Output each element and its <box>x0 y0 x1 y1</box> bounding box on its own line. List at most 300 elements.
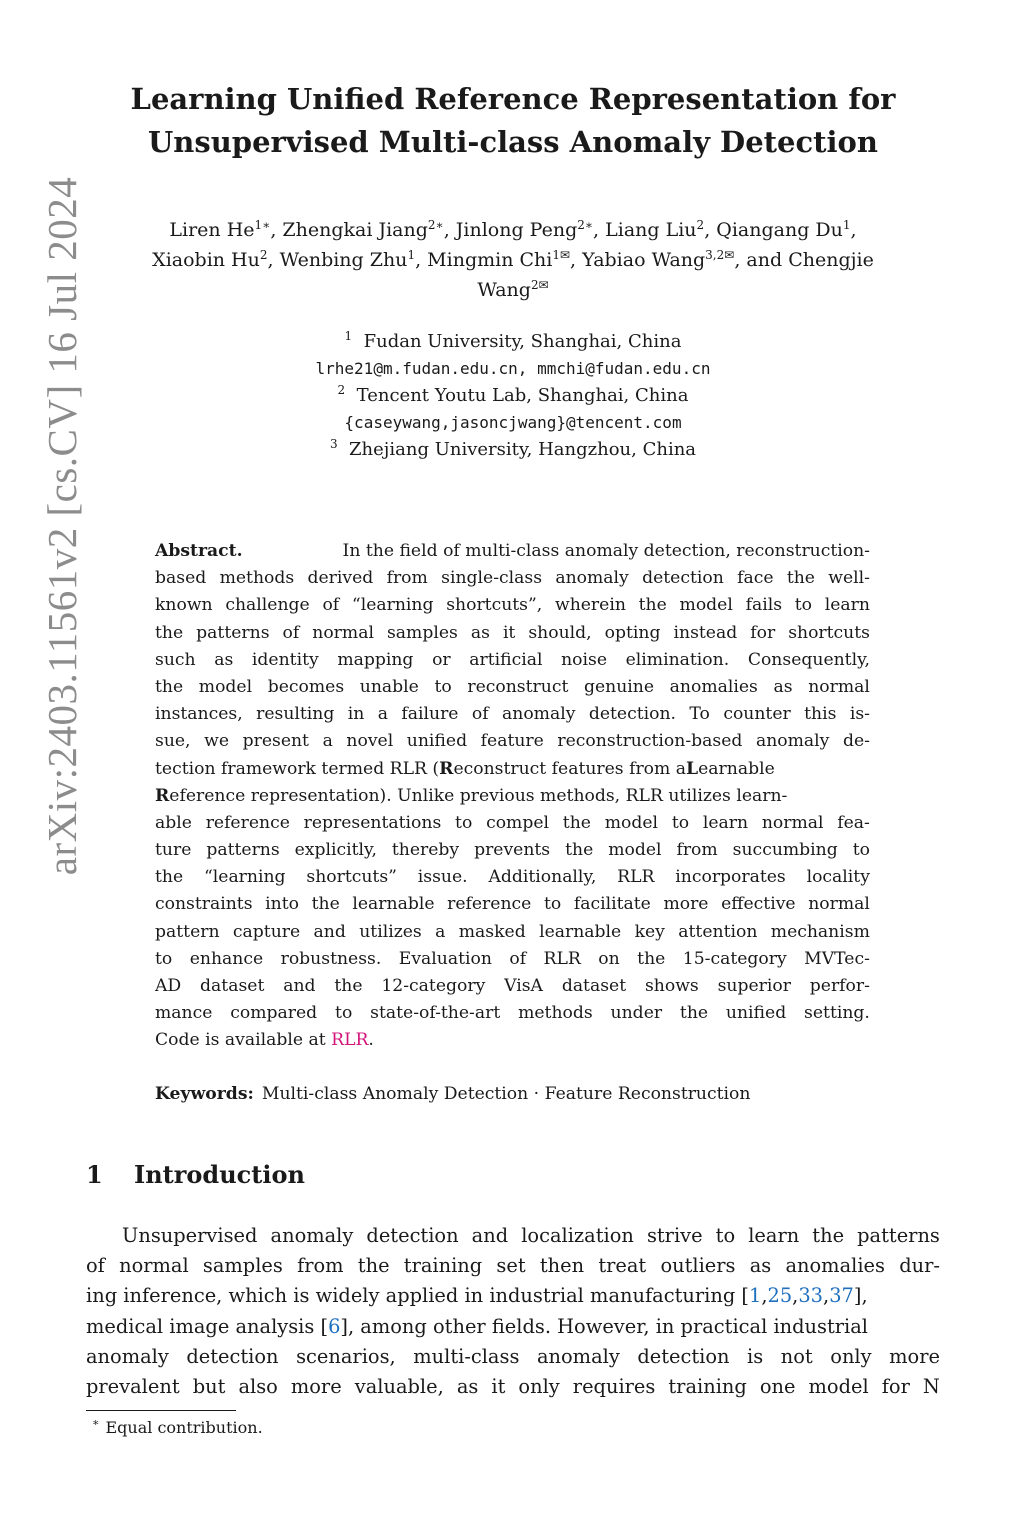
word: unable <box>359 676 419 697</box>
author-affil-mark: 1 <box>842 218 851 232</box>
affiliation <box>86 436 940 463</box>
code-link[interactable]: RLR <box>331 1030 369 1051</box>
word: anomaly <box>270 1224 354 1247</box>
word: model <box>679 595 733 616</box>
word: present <box>242 731 309 752</box>
word: to <box>155 948 173 969</box>
word: it <box>502 622 516 643</box>
word: based <box>155 568 207 589</box>
abstract-line <box>155 1000 870 1027</box>
word: well- <box>828 568 870 589</box>
word: in <box>347 704 365 725</box>
word: also <box>238 1374 278 1398</box>
word: the <box>562 812 591 833</box>
citation-link[interactable]: 1 <box>748 1284 762 1308</box>
word: Evaluation <box>398 948 492 969</box>
affiliation-mark: 2 <box>337 383 346 397</box>
word: derived <box>307 568 374 589</box>
word: patterns <box>206 840 280 861</box>
word: to <box>335 1003 353 1024</box>
word: instead <box>673 622 738 643</box>
abstract-text-segment: eference representation). Unlike previous methods, RLR utilizes learn- <box>169 785 788 806</box>
abstract-line <box>155 728 870 755</box>
word: is <box>747 1344 764 1368</box>
author-line <box>86 275 940 305</box>
word: detection. <box>588 704 677 725</box>
word: thereby <box>391 840 460 861</box>
word: and <box>313 921 346 942</box>
word: localization <box>521 1224 634 1247</box>
word: opting <box>604 622 661 643</box>
word: the <box>565 840 594 861</box>
word: explicitly, <box>294 840 377 861</box>
title-line: Learning Unified Reference Representation for <box>130 82 896 116</box>
word: the <box>155 676 184 697</box>
word: should, <box>528 622 592 643</box>
body-line <box>86 1281 940 1311</box>
word: mapping <box>337 649 414 670</box>
word: the <box>155 867 184 888</box>
word: shortcuts” <box>306 867 397 888</box>
word: normal <box>312 622 374 643</box>
word: succumbing <box>732 840 838 861</box>
body-text-segment: medical image analysis [ <box>86 1314 329 1338</box>
word: capture <box>232 921 301 942</box>
author-affil-mark: 2∗ <box>577 218 594 232</box>
affiliation <box>86 382 940 409</box>
word: failure <box>401 704 459 725</box>
word: resulting <box>256 704 335 725</box>
abstract-line <box>155 647 870 674</box>
section-heading <box>86 1158 305 1192</box>
citation-link[interactable]: 33 <box>798 1284 824 1308</box>
word: as <box>214 649 234 670</box>
word: prevents <box>474 840 551 861</box>
word: pattern <box>155 921 220 942</box>
keywords-list: Multi-class Anomaly Detection · Feature Reconstruction <box>261 1084 751 1104</box>
word: unified <box>725 1003 787 1024</box>
word: more <box>290 1374 342 1398</box>
word: 15-category <box>682 948 787 969</box>
abstract-text: In the field of multi-class anomaly detection, reconstruction- <box>342 541 870 561</box>
abstract-line <box>155 891 870 918</box>
word: from <box>297 1254 344 1278</box>
word: but <box>192 1374 226 1398</box>
word: normal <box>808 894 870 915</box>
word: sue, <box>155 731 191 752</box>
section-title: Introduction <box>134 1160 305 1189</box>
abstract-line <box>155 620 870 647</box>
word: valuable, <box>354 1374 444 1398</box>
word: not <box>780 1344 813 1368</box>
author-affil-mark: 2✉ <box>530 278 549 292</box>
word: more <box>889 1344 940 1368</box>
body-line <box>86 1372 940 1402</box>
abstract-line <box>155 864 870 891</box>
word: reference <box>205 812 290 833</box>
paper-title <box>86 78 940 164</box>
body-text-segment: ], <box>853 1284 868 1308</box>
word: methods <box>518 1003 593 1024</box>
word: 12-category <box>381 976 486 996</box>
affiliation-text: Zhejiang University, Hangzhou, China <box>349 439 697 460</box>
word: shortcuts”, <box>446 595 543 616</box>
intro-paragraph <box>86 1221 940 1402</box>
word: set <box>496 1254 526 1278</box>
author-name: Wenbing Zhu <box>279 249 408 271</box>
word: of <box>86 1254 105 1278</box>
abstract-line <box>155 1027 870 1054</box>
word: treat <box>598 1254 647 1278</box>
word: masked <box>458 921 526 942</box>
word: is- <box>849 704 870 725</box>
word: RLR <box>543 948 581 969</box>
affiliations <box>86 328 940 463</box>
abstract-line <box>155 837 870 864</box>
word: detection <box>366 1224 459 1247</box>
word: the <box>812 1224 845 1247</box>
body-text-segment: ing inference, which is widely applied in industrial manufacturing [ <box>86 1284 749 1308</box>
word: such <box>155 649 196 670</box>
word: reconstruct <box>467 676 569 697</box>
author-conjunction: and <box>746 249 783 271</box>
word: face <box>737 568 774 589</box>
footnote <box>92 1416 263 1440</box>
abstract-text: Code is available at <box>155 1030 326 1051</box>
body-line <box>86 1221 940 1251</box>
word: normal <box>119 1254 189 1278</box>
word: anomaly <box>555 568 629 589</box>
word: incorporates <box>675 867 786 888</box>
word: multi-class <box>413 1344 520 1368</box>
word: normal <box>761 812 824 833</box>
word: learnable <box>352 894 435 915</box>
word: patterns <box>857 1224 940 1247</box>
word: MVTec- <box>804 948 870 969</box>
word: on <box>598 948 620 969</box>
abstract-line <box>155 674 870 701</box>
word: requires <box>572 1374 656 1398</box>
word: of <box>471 704 489 725</box>
word: anomaly <box>755 731 830 752</box>
word: under <box>610 1003 663 1024</box>
author-name: Jinlong Peng <box>455 219 578 241</box>
word: reference <box>447 894 532 915</box>
author-name: Liren He <box>169 219 255 241</box>
word: and <box>283 976 316 996</box>
word: Consequently, <box>747 649 870 670</box>
bold-initial: R <box>439 758 454 779</box>
body-line <box>86 1342 940 1372</box>
abstract-line <box>155 701 870 728</box>
word: novel <box>346 731 394 752</box>
word: setting. <box>804 1003 870 1024</box>
word: of <box>509 948 527 969</box>
word: patterns <box>196 622 270 643</box>
word: state-of-the-art <box>370 1003 501 1024</box>
word: training <box>403 1254 483 1278</box>
word: genuine <box>583 676 655 697</box>
word: able <box>155 812 192 833</box>
word: dur- <box>899 1254 940 1278</box>
footnote-text: Equal contribution. <box>105 1418 263 1437</box>
word: dataset <box>561 976 627 996</box>
word: the <box>638 595 667 616</box>
word: model <box>608 840 662 861</box>
word: unified <box>406 731 468 752</box>
word: the <box>786 568 815 589</box>
word: of <box>322 595 340 616</box>
author-line: Xiaobin Hu$^2$, Wenbing Zhu$^1$, Mingmin Chi$^{1✉}$, Yabiao Wang$^{3,2✉}$, and Chengjie <box>152 248 874 271</box>
word: compared <box>230 1003 318 1024</box>
abstract-line <box>155 538 870 565</box>
author-name: Yabiao Wang <box>582 249 706 271</box>
word: scenarios, <box>296 1344 396 1368</box>
body-line <box>86 1251 940 1281</box>
word: or <box>432 649 451 670</box>
author-affil-mark: 2 <box>259 248 268 262</box>
word: model <box>808 1374 869 1398</box>
word: counter <box>723 704 791 725</box>
abstract-label: Abstract. <box>155 541 243 561</box>
word: fea- <box>837 812 870 833</box>
word: facilitate <box>573 894 651 915</box>
word: then <box>539 1254 585 1278</box>
abstract <box>155 538 870 1055</box>
abstract-line <box>155 919 870 946</box>
word: samples <box>202 1254 283 1278</box>
section-number: 1 <box>86 1160 103 1189</box>
word: anomaly <box>86 1344 169 1368</box>
abstract-text <box>155 783 787 810</box>
arxiv-stamp: arXiv:2403.11561v2 [cs.CV] 16 Jul 2024 <box>39 176 85 876</box>
word: effective <box>721 894 796 915</box>
word: one <box>759 1374 796 1398</box>
word: reconstruction-based <box>557 731 743 752</box>
word: and <box>471 1224 509 1247</box>
word: methods <box>219 568 295 589</box>
word: the <box>637 948 666 969</box>
word: To <box>689 704 710 725</box>
word: a <box>322 731 333 752</box>
word: strive <box>646 1224 703 1247</box>
abstract-line <box>155 756 870 783</box>
word: perfor- <box>809 976 870 996</box>
abstract-text-segment: earnable <box>698 758 775 779</box>
word: wherein <box>554 595 626 616</box>
word: feature <box>480 731 544 752</box>
citation-link[interactable]: 37 <box>829 1284 854 1308</box>
word: to <box>543 894 562 915</box>
word: learn <box>824 595 870 616</box>
word: from <box>386 568 428 589</box>
word: attention <box>678 921 758 942</box>
affiliation <box>86 328 940 355</box>
word: utilizes <box>359 921 422 942</box>
word: only <box>518 1374 560 1398</box>
citation-link[interactable]: 25 <box>767 1284 793 1308</box>
word: elimination. <box>625 649 730 670</box>
abstract-line <box>155 783 870 810</box>
word: normal <box>808 676 870 697</box>
word: samples <box>386 622 458 643</box>
author-name: Mingmin Chi <box>427 249 553 271</box>
abstract-text <box>155 756 775 783</box>
body-text <box>86 1312 868 1342</box>
word: learn <box>748 1224 800 1247</box>
word: a <box>377 704 389 725</box>
word: to <box>852 840 870 861</box>
author-name: Liang Liu <box>605 219 697 241</box>
author-affil-mark: 2∗ <box>427 218 444 232</box>
word: fails <box>745 595 783 616</box>
author-list <box>86 215 940 305</box>
word: training <box>668 1374 747 1398</box>
abstract-line <box>155 973 870 1000</box>
affiliation-mark: 1 <box>344 329 353 343</box>
word: anomaly <box>536 1344 620 1368</box>
word: VisA <box>504 976 543 996</box>
word: detection <box>186 1344 279 1368</box>
word: ture <box>155 840 192 861</box>
word: “learning <box>203 867 286 888</box>
word: “learning <box>351 595 434 616</box>
word: AD <box>155 976 182 996</box>
author-line: Liren $He^{1∗}$, Zhengkai Jiang$^{2∗}$, Jinlong Peng$^{2∗}$, Liang Liu$^2$, Qiangang Du$^1$, <box>169 218 857 241</box>
abstract-line <box>155 946 870 973</box>
word: mance <box>155 1003 213 1024</box>
word: it <box>491 1374 506 1398</box>
word: mechanism <box>770 921 870 942</box>
word: detection <box>637 1344 730 1368</box>
author-affil-mark: 2 <box>696 218 705 232</box>
word: Unsupervised <box>122 1224 258 1247</box>
word: shows <box>644 976 699 996</box>
word: into <box>265 894 299 915</box>
keywords <box>155 1081 870 1108</box>
author-affil-mark: 1✉ <box>552 248 571 262</box>
word: the <box>155 622 184 643</box>
body-line <box>86 1312 940 1342</box>
word: the <box>334 976 363 996</box>
author-affil-mark: 1 <box>407 248 416 262</box>
word: instances, <box>155 704 243 725</box>
abstract-line <box>155 810 870 837</box>
citation-link[interactable]: 6 <box>328 1314 341 1338</box>
word: representations <box>303 812 442 833</box>
word: we <box>204 731 230 752</box>
word: anomalies <box>669 676 758 697</box>
body-text-segment: ], among other fields. However, in practical industrial <box>340 1314 869 1338</box>
author-affil-mark: 1∗ <box>254 218 271 232</box>
word: as <box>470 622 490 643</box>
word: locality <box>806 867 870 888</box>
title-line: Unsupervised Multi-class Anomaly Detection <box>148 125 878 159</box>
word: learnable <box>539 921 622 942</box>
word: of <box>282 622 300 643</box>
word: robustness. <box>280 948 382 969</box>
word: challenge <box>225 595 310 616</box>
word: de- <box>842 731 870 752</box>
word: a <box>435 921 446 942</box>
word: to <box>434 676 452 697</box>
word: key <box>634 921 665 942</box>
word: shortcuts <box>788 622 870 643</box>
author-name: Qiangang Du <box>716 219 843 241</box>
word: anomalies <box>785 1254 885 1278</box>
word: identity <box>251 649 319 670</box>
word: prevalent <box>86 1374 180 1398</box>
bold-initial: R <box>155 785 170 806</box>
author-name: Zhengkai Jiang <box>282 219 428 241</box>
author-name: Wang <box>477 279 531 301</box>
word: N <box>922 1374 940 1398</box>
word: for <box>881 1374 910 1398</box>
word: artificial <box>469 649 543 670</box>
word: known <box>155 595 213 616</box>
affiliation-mark: 3 <box>329 437 338 451</box>
word: more <box>663 894 709 915</box>
word: dataset <box>200 976 265 996</box>
word: the <box>679 1003 709 1024</box>
author-name: Xiaobin Hu <box>152 249 260 271</box>
word: as <box>456 1374 479 1398</box>
body-text: ing inference, which is widely applied in industrial manufacturing [1,25,33,37], <box>86 1284 868 1308</box>
affiliation-text: Tencent Youtu Lab, Shanghai, China <box>356 385 689 406</box>
word: Additionally, <box>488 867 597 888</box>
word: noise <box>561 649 607 670</box>
word: this <box>804 704 837 725</box>
word: becomes <box>267 676 345 697</box>
word: outliers <box>660 1254 736 1278</box>
abstract-line <box>155 565 870 592</box>
word: learn <box>702 812 749 833</box>
word: model <box>604 812 659 833</box>
word: to <box>455 812 473 833</box>
word: superior <box>717 976 791 996</box>
word: to <box>715 1224 736 1247</box>
bold-initial: L <box>686 758 699 779</box>
abstract-line <box>155 592 870 619</box>
word: as <box>749 1254 772 1278</box>
abstract-text-segment: tection framework termed RLR ( <box>155 758 440 779</box>
word: for <box>750 622 776 643</box>
author-affil-mark: 3,2✉ <box>705 248 735 262</box>
abstract-text-segment: econstruct features from a <box>453 758 687 779</box>
word: issue. <box>417 867 468 888</box>
affiliation-text: Fudan University, Shanghai, China <box>363 331 682 352</box>
footnote-mark: ∗ <box>92 1416 100 1429</box>
word: model <box>198 676 253 697</box>
affiliation-email[interactable]: lrhe21@m.fudan.edu.cn, mmchi@fudan.edu.cn <box>315 359 711 378</box>
word: single-class <box>441 568 543 589</box>
footnote-rule <box>86 1410 236 1411</box>
keywords-label: Keywords: <box>155 1084 254 1104</box>
word: enhance <box>189 948 264 969</box>
word: only <box>830 1344 872 1368</box>
word: anomaly <box>502 704 576 725</box>
word: to <box>671 812 690 833</box>
word: to <box>794 595 813 616</box>
word: from <box>676 840 718 861</box>
word: RLR <box>617 867 655 888</box>
word: detection <box>642 568 724 589</box>
author-name: Chengjie <box>788 249 874 271</box>
word: as <box>773 676 793 697</box>
word: constraints <box>155 894 253 915</box>
abstract-text: . <box>368 1030 374 1051</box>
affiliation-email[interactable]: {caseywang,jasoncjwang}@tencent.com <box>344 413 682 432</box>
